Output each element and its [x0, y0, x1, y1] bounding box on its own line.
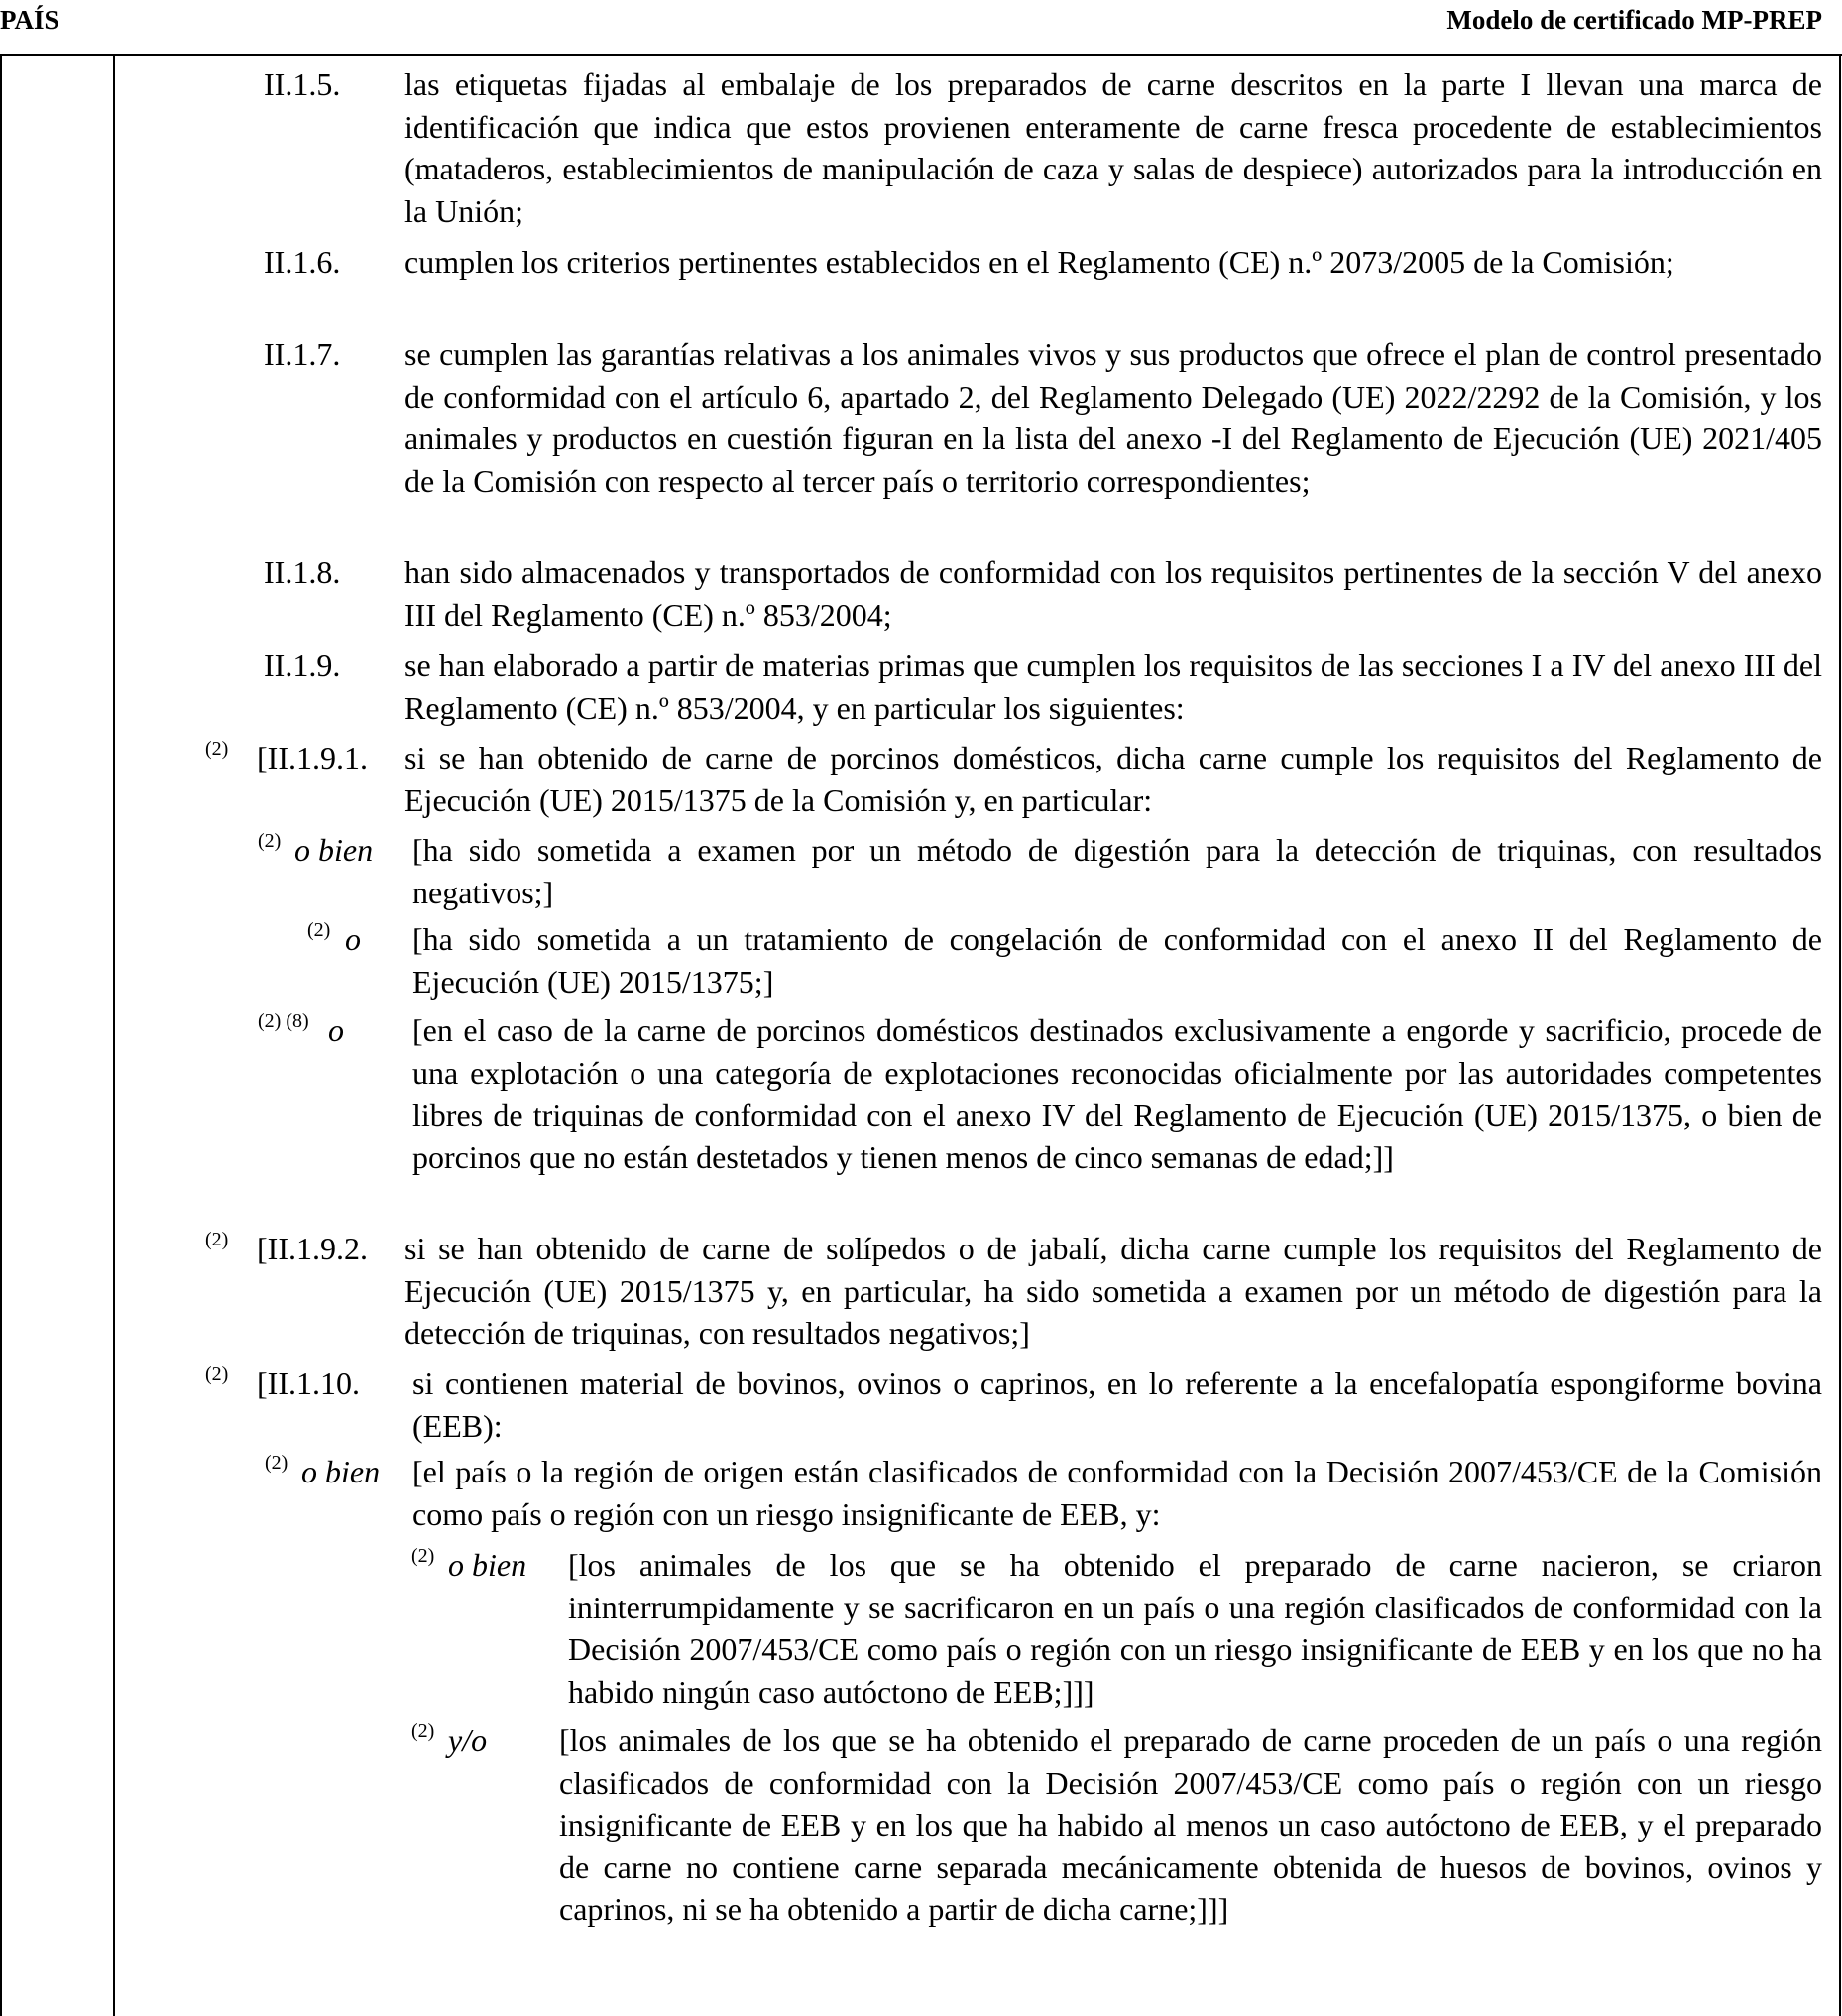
table-top-border — [0, 54, 1842, 56]
clause-text: si se han obtenido de carne de solípedos o de jabalí, dicha carne cumple los requisitos del Reglamento de Ejecución (UE) 2015/1375 y, en particular, ha sido sometida a examen por un método de digestión para la detección de triquinas, con resultados negativos;] — [404, 1231, 1822, 1351]
clause-text: se han elaborado a partir de materias primas que cumplen los requisitos de las secciones I a IV del anexo III del Reglamento (CE) n.º 853/2004, y en particular los siguientes: — [404, 648, 1822, 726]
option-label: y/o — [448, 1722, 488, 1758]
table-right-border — [1839, 54, 1841, 2016]
option-label: o — [345, 921, 361, 957]
footnote-marker: (2) — [411, 1545, 435, 1567]
clause-text: se cumplen las garantías relativas a los animales vivos y sus productos que ofrece el plan de control presentado de conformidad con el artículo 6, apartado 2, del Reglamento Delegado (UE) 2022/2292 de la Comisión, y los animales y productos en cuestión figuran en la lista del anexo -I del Reglamento de Ejecución (UE) 2021/405 de la Comisión con respecto al tercer país o territorio correspondientes; — [404, 336, 1822, 499]
option-text: [ha sido sometida a examen por un método de digestión para la detección de triquinas, con resultados negativos;] — [412, 832, 1822, 910]
footnote-marker: (2) — [258, 830, 282, 852]
option-text: [en el caso de la carne de porcinos domésticos destinados exclusivamente a engorde y sacrificio, procede de una explotación o una categoría de explotaciones reconocidas oficialmente por las autoridades competentes libres de triquinas de conformidad con el anexo IV del Reglamento de Ejecución (UE) 2015/1375, o bien de porcinos que no están destetados y tienen menos de cinco semanas de edad;]] — [412, 1012, 1822, 1175]
footnote-marker: (2) — [307, 919, 331, 941]
option-label: o — [328, 1012, 344, 1048]
clause-label: II.1.5. — [264, 66, 341, 102]
footnote-marker: (2) — [265, 1452, 288, 1474]
clause-text: han sido almacenados y transportados de conformidad con los requisitos pertinentes de la sección V del anexo III del Reglamento (CE) n.º 853/2004; — [404, 554, 1822, 633]
clause-label: II.1.6. — [264, 244, 341, 280]
option-text: [el país o la región de origen están clasificados de conformidad con la Decisión 2007/453/CE de la Comisión como país o región con un riesgo insignificante de EEB, y: — [412, 1454, 1822, 1532]
clause-label: [II.1.10. — [257, 1365, 360, 1401]
footnote-marker: (2) — [205, 1229, 229, 1250]
option-text: [los animales de los que se ha obtenido el preparado de carne nacieron, se criaron ininterrumpidamente y se sacrificaron en un país o una región clasificados de conformidad con la Decisión 2007/453/CE como país o región con un riesgo insignificante de EEB y en los que no ha habido ningún caso autóctono de EEB;]]] — [568, 1547, 1822, 1710]
clause-label: [II.1.9.1. — [257, 740, 368, 775]
footnote-marker: (2) — [205, 1364, 229, 1385]
clause-text: las etiquetas fijadas al embalaje de los preparados de carne descritos en la parte I llevan una marca de identificación que indica que estos provienen enteramente de carne fresca procedente de establecimientos (mataderos, establecimientos de manipulación de caza y salas de despiece) autorizados para la introducción en la Unión; — [404, 66, 1822, 229]
option-label: o bien — [301, 1454, 381, 1489]
clause-label: II.1.9. — [264, 648, 341, 683]
clause-label: II.1.8. — [264, 554, 341, 590]
footnote-marker: (2) — [205, 738, 229, 760]
clause-text: si se han obtenido de carne de porcinos domésticos, dicha carne cumple los requisitos del Reglamento de Ejecución (UE) 2015/1375 de la Comisión y, en particular: — [404, 740, 1822, 818]
table-column-divider — [113, 54, 115, 2016]
option-text: [ha sido sometida a un tratamiento de congelación de conformidad con el anexo II del Reglamento de Ejecución (UE) 2015/1375;] — [412, 921, 1822, 1000]
footnote-marker: (2) — [411, 1720, 435, 1742]
table-left-border — [0, 54, 2, 2016]
header-model-title: Modelo de certificado MP-PREP — [1446, 5, 1822, 35]
clause-label: II.1.7. — [264, 336, 341, 372]
footnote-marker: (2) (8) — [258, 1010, 309, 1032]
option-label: o bien — [448, 1547, 527, 1583]
clause-text: cumplen los criterios pertinentes establecidos en el Reglamento (CE) n.º 2073/2005 de la Comisión; — [404, 244, 1674, 280]
header-country: PAÍS — [0, 5, 59, 35]
clause-text: si contienen material de bovinos, ovinos o caprinos, en lo referente a la encefalopatía espongiforme bovina (EEB): — [412, 1365, 1822, 1444]
clause-label: [II.1.9.2. — [257, 1231, 368, 1266]
option-label: o bien — [294, 832, 374, 868]
option-text: [los animales de los que se ha obtenido el preparado de carne proceden de un país o una región clasificados de conformidad con la Decisión 2007/453/CE como país o región con un riesgo insignificante de EEB y en los que ha habido al menos un caso autóctono de EEB, y el preparado de carne no contiene carne separada mecánicamente obtenida de huesos de bovinos, ovinos y caprinos, ni se ha obtenido a partir de dicha carne;]]] — [559, 1722, 1822, 1927]
